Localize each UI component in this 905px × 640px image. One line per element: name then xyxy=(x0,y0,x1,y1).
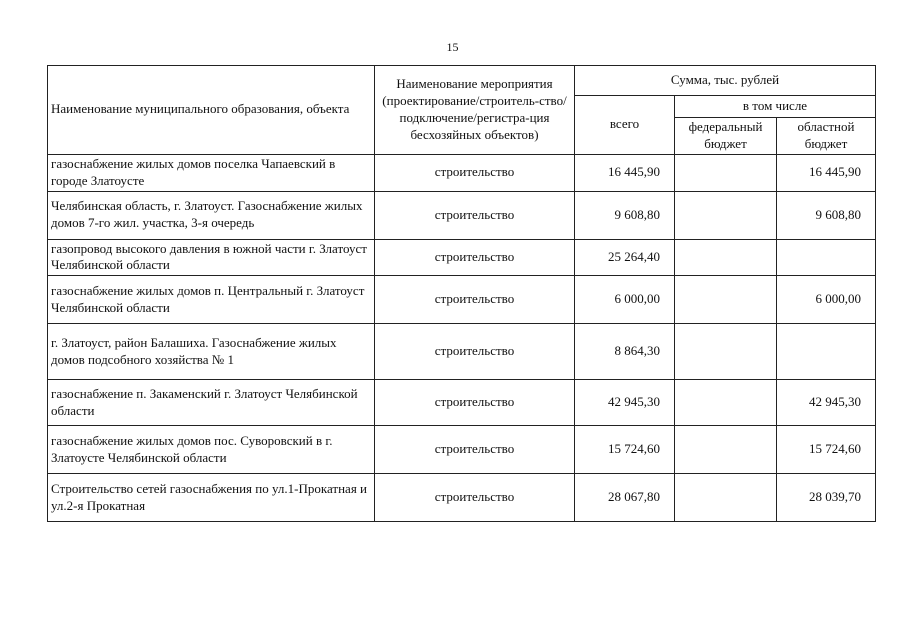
cell-regional: 28 039,70 xyxy=(777,474,876,522)
table-header-row xyxy=(48,66,876,96)
cell-object-name: г. Златоуст, район Балашиха. Газоснабжение жилых домов подсобного хозяйства № 1 xyxy=(48,324,375,380)
cell-object-name: газоснабжение жилых домов п. Центральный г. Златоуст Челябинской области xyxy=(48,276,375,324)
cell-total: 28 067,80 xyxy=(575,474,675,522)
table-row xyxy=(48,324,876,380)
cell-federal xyxy=(675,276,777,324)
cell-activity: строительство xyxy=(375,191,575,239)
cell-activity: строительство xyxy=(375,380,575,426)
cell-activity: строительство xyxy=(375,276,575,324)
table-row xyxy=(48,154,876,191)
cell-federal xyxy=(675,380,777,426)
cell-activity: строительство xyxy=(375,154,575,191)
header-regional: областной бюджет xyxy=(777,118,876,155)
cell-total: 15 724,60 xyxy=(575,426,675,474)
cell-federal xyxy=(675,191,777,239)
cell-total: 42 945,30 xyxy=(575,380,675,426)
cell-total: 9 608,80 xyxy=(575,191,675,239)
cell-object-name: газоснабжение жилых домов пос. Суворовский в г. Златоусте Челябинской области xyxy=(48,426,375,474)
table-row xyxy=(48,239,876,276)
cell-object-name: газоснабжение жилых домов поселка Чапаевский в городе Златоусте xyxy=(48,154,375,191)
table-row xyxy=(48,426,876,474)
cell-total: 6 000,00 xyxy=(575,276,675,324)
header-including: в том числе xyxy=(675,96,876,118)
table-row xyxy=(48,191,876,239)
cell-total: 8 864,30 xyxy=(575,324,675,380)
cell-regional: 16 445,90 xyxy=(777,154,876,191)
cell-regional: 6 000,00 xyxy=(777,276,876,324)
cell-federal xyxy=(675,474,777,522)
cell-object-name: Челябинская область, г. Златоуст. Газоснабжение жилых домов 7-го жил. участка, 3-я очередь xyxy=(48,191,375,239)
cell-regional: 9 608,80 xyxy=(777,191,876,239)
cell-total: 25 264,40 xyxy=(575,239,675,276)
cell-activity: строительство xyxy=(375,324,575,380)
header-activity: Наименование мероприятия (проектирование/строитель-ство/подключение/регистра-ция бесхозяйных объектов) xyxy=(375,66,575,155)
cell-regional: 42 945,30 xyxy=(777,380,876,426)
cell-federal xyxy=(675,239,777,276)
table-row xyxy=(48,276,876,324)
page-number: 15 xyxy=(446,40,459,54)
cell-regional: 15 724,60 xyxy=(777,426,876,474)
header-object-name: Наименование муниципального образования, объекта xyxy=(48,66,375,155)
budget-table xyxy=(47,65,876,522)
header-federal: федеральный бюджет xyxy=(675,118,777,155)
cell-federal xyxy=(675,426,777,474)
cell-federal xyxy=(675,324,777,380)
cell-activity: строительство xyxy=(375,474,575,522)
cell-regional xyxy=(777,239,876,276)
header-total: всего xyxy=(575,96,675,155)
cell-activity: строительство xyxy=(375,426,575,474)
cell-activity: строительство xyxy=(375,239,575,276)
cell-object-name: газопровод высокого давления в южной части г. Златоуст Челябинской области xyxy=(48,239,375,276)
cell-federal xyxy=(675,154,777,191)
cell-object-name: газоснабжение п. Закаменский г. Златоуст Челябинской области xyxy=(48,380,375,426)
table-row xyxy=(48,380,876,426)
cell-total: 16 445,90 xyxy=(575,154,675,191)
cell-object-name: Строительство сетей газоснабжения по ул.1-Прокатная и ул.2-я Прокатная xyxy=(48,474,375,522)
cell-regional xyxy=(777,324,876,380)
header-sum: Сумма, тыс. рублей xyxy=(575,66,876,96)
table-row xyxy=(48,474,876,522)
